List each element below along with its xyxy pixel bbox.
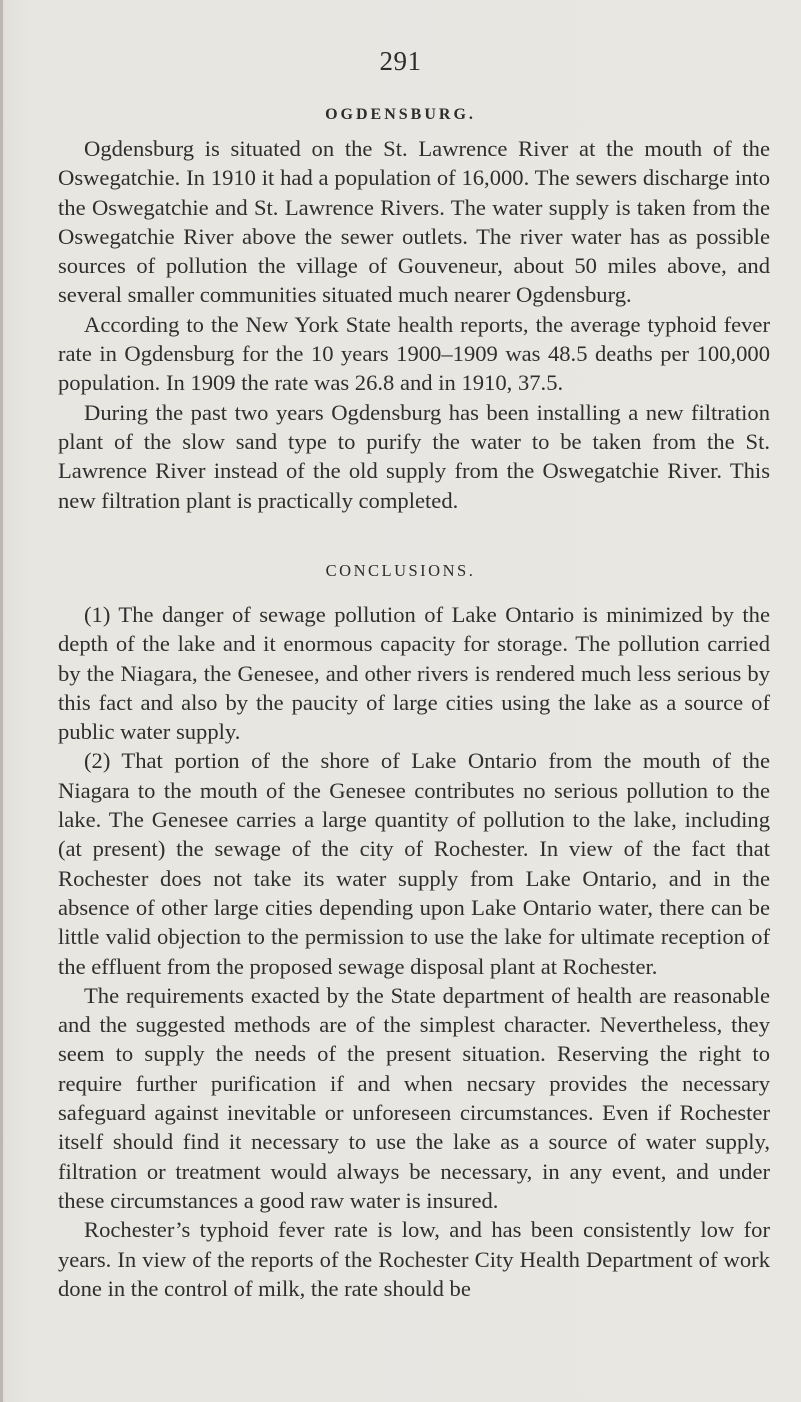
intro-text — [58, 134, 770, 515]
paragraph: According to the New York State health reports, the average typhoid fever rate in Ogdensburg for the 10 years 1900–1909 was 48.5 deaths per 100,000 population. In 1909 the rate was 26.8 and in 1910, 37.5. — [58, 311, 770, 396]
paragraph: Rochester’s typhoid fever rate is low, and has been consistently low for years. In view of the reports of the Rochester City Health Department of work done in the control of milk, the rate should be — [58, 1217, 770, 1301]
paragraph: Ogdensburg is situated on the St. Lawrence River at the mouth of the Oswegatchie. In 1910 it had a population of 16,000. The sewers discharge into the Oswegatchie and St. Lawrence Rivers. The water supply is taken from the Oswegatchie River above the sewer outlets. The river water has as possible sources of pollution the village of Gouveneur, about 50 miles above, and several smaller communities situated much nearer Ogdensburg. — [58, 136, 770, 308]
page-edge — [0, 0, 3, 1402]
page-number: 291 — [379, 46, 422, 76]
paragraph: (2) That portion of the shore of Lake Ontario from the mouth of the Niagara to the mouth of the Genesee contributes no serious pollution to the lake. The Genesee carries a large quantity of pollution to the lake, including (at present) the sewage of the city of Rochester. In view of the fact that Rochester does not take its water supply from Lake Ontario, and in the absence of other large cities depending upon Lake Ontario water, there can be little valid objection to the permission to use the lake for ultimate reception of the effluent from the proposed sewage disposal plant at Rochester. — [58, 748, 770, 979]
paragraph: (1) The danger of sewage pollution of Lake Ontario is minimized by the depth of the lake and it enormous capacity for storage. The pollution carried by the Niagara, the Genesee, and other rivers is rendered much less serious by this fact and also by the paucity of large cities using the lake as a source of public water supply. — [58, 602, 770, 745]
paragraph: During the past two years Ogdensburg has been installing a new filtration plant of the slow sand type to purify the water to be taken from the St. Lawrence River instead of the old supply from the Oswegatchie River. This new filtration plant is practically completed. — [58, 399, 770, 513]
paragraph: The requirements exacted by the State department of health are reasonable and the suggested methods are of the simplest character. Nevertheless, they seem to supply the needs of the present situation. Reserving the right to require further purification if and when necsary provides the necessary safeguard against inevitable or unforeseen circumstances. Even if Rochester itself should find it necessary to use the lake as a source of water supply, filtration or treatment would always be necessary, in any event, and under these circumstances a good raw water is insured. — [58, 982, 770, 1213]
conclusions-title: CONCLUSIONS. — [325, 561, 476, 580]
conclusions-text — [58, 600, 770, 1303]
section-title: OGDENSBURG. — [325, 106, 476, 123]
